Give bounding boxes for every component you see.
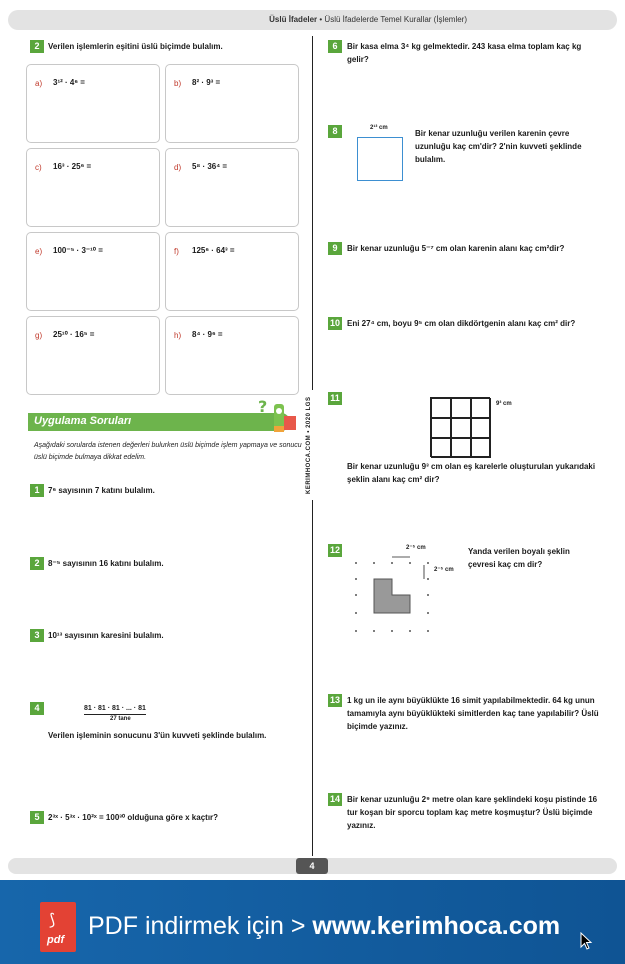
question-number: 2 xyxy=(30,40,44,53)
banner-title: Uygulama Soruları xyxy=(34,415,132,427)
exercise-label: f) xyxy=(174,247,179,256)
header-bar xyxy=(8,10,617,30)
exercise-expression: 25¹⁰ · 16⁵ = xyxy=(53,330,95,339)
fraction-denominator: 27 tane xyxy=(110,716,131,722)
exercise-expression: 8² · 9³ = xyxy=(192,78,221,87)
question-text: 8⁻⁵ sayısının 16 katını bulalım. xyxy=(48,559,164,568)
grid-figure xyxy=(430,397,490,457)
download-text[interactable] xyxy=(88,912,560,941)
exercise-expression: 16³ · 25⁶ = xyxy=(53,162,92,171)
question-text: Bir kenar uzunluğu 5⁻⁷ cm olan karenin alanı kaç cm²dir? xyxy=(347,244,565,253)
exercise-label: b) xyxy=(174,79,182,88)
exercise-label: g) xyxy=(35,331,43,340)
header-topic: Üslü İfadeler xyxy=(269,15,318,24)
shape-dimension-side: 2⁻⁵ cm xyxy=(434,567,454,573)
exercise-label: h) xyxy=(174,331,182,340)
mouse-cursor-icon xyxy=(580,932,594,950)
exercise-box-e[interactable] xyxy=(26,232,160,311)
instructions-text: Aşağıdaki sorularda istenen değerleri bulurken üslü biçimde işlem yapmaya ve sonucu üslü biçimde bulmaya dikkat edelim. xyxy=(34,442,302,461)
question-number: 11 xyxy=(328,392,342,405)
side-watermark: KERİMHOCA.COM • 2020 LGS xyxy=(306,390,320,500)
dotted-grid-figure xyxy=(350,555,435,635)
exercise-expression: 3¹² · 4⁶ = xyxy=(53,78,85,87)
exercise-label: c) xyxy=(35,163,42,172)
question-number: 9 xyxy=(328,242,342,255)
grid-dimension-label: 9³ cm xyxy=(496,401,512,407)
question-number: 13 xyxy=(329,695,340,705)
question-number: 1 xyxy=(30,484,44,497)
exercise-expression: 8⁴ · 9⁶ = xyxy=(192,330,223,339)
exercise-box-d[interactable] xyxy=(165,148,299,227)
question-number: 10 xyxy=(329,318,340,328)
exercise-expression: 125⁶ · 64³ = xyxy=(192,246,235,255)
question-text: 1 kg un ile aynı büyüklükte 16 simit yapılabilmektedir. 64 kg unun tamamıyla aynı büyüklükteki simitlerden kaç tane yapılabilir? Üslü biçimde yazınız. xyxy=(347,696,599,731)
question-number: 12 xyxy=(329,545,340,555)
question-text: 2³ˣ · 5³ˣ · 10²ˣ = 100³⁰ olduğuna göre x kaçtır? xyxy=(48,813,219,822)
question-text: 7⁶ sayısının 7 katını bulalım. xyxy=(48,486,155,495)
page-number: 4 xyxy=(296,858,328,874)
download-prefix: PDF indirmek için > xyxy=(88,912,313,940)
exercise-label: e) xyxy=(35,247,43,256)
svg-text:?: ? xyxy=(258,398,268,416)
question-text: Bir kenar uzunluğu verilen karenin çevre uzunluğu kaç cm'dir? 2'nin kuvveti şeklinde bulalım. xyxy=(415,129,582,164)
exercise-box-g[interactable] xyxy=(26,316,160,395)
practice-banner xyxy=(28,413,290,431)
question-number: 8 xyxy=(328,125,342,138)
question-text: Verilen işlemlerin eşitini üslü biçimde bulalım. xyxy=(48,42,223,51)
pdf-icon-label: pdf xyxy=(47,934,65,946)
exercise-expression: 5⁸ · 36⁴ = xyxy=(192,162,228,171)
exercise-box-h[interactable] xyxy=(165,316,299,395)
exercise-label: a) xyxy=(35,79,43,88)
exercise-box-c[interactable] xyxy=(26,148,160,227)
shape-dimension-top: 2⁻⁵ cm xyxy=(406,545,426,551)
exercise-label: d) xyxy=(174,163,182,172)
download-banner[interactable] xyxy=(0,880,625,964)
question-number: 4 xyxy=(30,702,44,715)
exercise-expression: 100⁻⁵ · 3⁻¹⁰ = xyxy=(53,246,103,255)
question-text: Bir kasa elma 3⁴ kg gelmektedir. 243 kasa elma toplam kaç kg gelir? xyxy=(347,42,582,64)
question-text: Yanda verilen boyalı şeklin çevresi kaç cm dir? xyxy=(468,547,570,569)
header-subtopic: • Üslü İfadelerde Temel Kurallar (İşlemler) xyxy=(319,15,467,24)
exercise-box-b[interactable] xyxy=(165,64,299,143)
square-dimension-label: 2¹³ cm xyxy=(370,125,388,131)
pdf-file-icon: ⟆ pdf xyxy=(40,902,76,952)
question-text: 10¹³ sayısının karesini bulalım. xyxy=(48,631,164,640)
question-text: Bir kenar uzunluğu 9³ cm olan eş karelerle oluşturulan yukarıdaki şeklin alanı kaç cm² dir? xyxy=(347,462,596,484)
question-number: 6 xyxy=(328,40,342,53)
exercise-box-a[interactable] xyxy=(26,64,160,143)
question-number: 14 xyxy=(329,794,340,804)
question-number: 2 xyxy=(30,557,44,570)
fraction-numerator: 81 · 81 · 81 · ... · 81 xyxy=(84,703,146,715)
question-number: 3 xyxy=(30,629,44,642)
mascot-pencil-icon xyxy=(256,398,300,438)
question-text: Verilen işleminin sonucunu 3'ün kuvveti şeklinde bulalım. xyxy=(48,731,267,740)
question-number: 5 xyxy=(30,811,44,824)
exercise-box-f[interactable] xyxy=(165,232,299,311)
square-figure xyxy=(357,137,403,181)
header-title xyxy=(269,15,467,24)
website-link[interactable]: www.kerimhoca.com xyxy=(312,912,561,940)
question-text: Eni 27⁴ cm, boyu 9⁵ cm olan dikdörtgenin alanı kaç cm² dir? xyxy=(347,319,576,328)
question-text: Bir kenar uzunluğu 2⁹ metre olan kare şeklindeki koşu pistinde 16 tur koşan bir sporcu toplam kaç metre koşmuştur? Üslü biçimde yazınız. xyxy=(347,795,598,830)
